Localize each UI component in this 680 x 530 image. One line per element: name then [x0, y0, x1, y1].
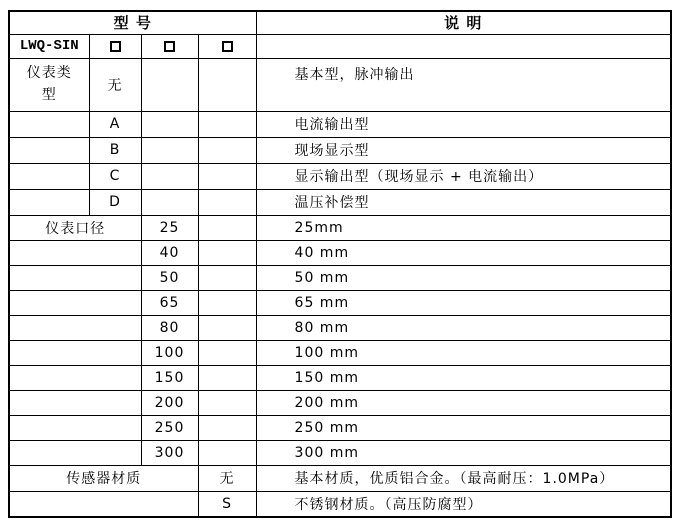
option-box-icon — [164, 41, 175, 52]
model-selection-table — [8, 10, 672, 518]
description-cell: 200 mm — [256, 390, 671, 415]
empty-cell — [198, 415, 256, 440]
table-row — [9, 340, 671, 365]
empty-cell — [141, 58, 198, 111]
table-row — [9, 111, 671, 137]
description-cell: 300 mm — [256, 440, 671, 465]
empty-cell — [198, 265, 256, 290]
empty-cell — [141, 163, 198, 189]
table-row — [9, 137, 671, 163]
description-cell: 40 mm — [256, 240, 671, 265]
code-cell: 200 — [141, 390, 198, 415]
empty-cell — [9, 163, 89, 189]
description-cell: 65 mm — [256, 290, 671, 315]
empty-cell — [9, 491, 198, 517]
table-row — [9, 390, 671, 415]
empty-cell — [198, 290, 256, 315]
description-cell: 25mm — [256, 215, 671, 240]
option-box-cell — [198, 34, 256, 58]
empty-cell — [198, 315, 256, 340]
empty-cell — [9, 440, 141, 465]
empty-cell — [141, 111, 198, 137]
empty-cell — [9, 265, 141, 290]
table-row — [9, 415, 671, 440]
header-description: 说 明 — [256, 11, 671, 34]
model-code-row — [9, 34, 671, 58]
code-cell: 80 — [141, 315, 198, 340]
table-row — [9, 491, 671, 517]
table-row — [9, 163, 671, 189]
table-row — [9, 290, 671, 315]
empty-cell — [9, 189, 89, 215]
empty-cell — [198, 340, 256, 365]
empty-cell — [9, 315, 141, 340]
empty-cell — [198, 440, 256, 465]
empty-cell — [198, 240, 256, 265]
description-cell: 80 mm — [256, 315, 671, 340]
description-cell: 显示输出型（现场显示 + 电流输出） — [256, 163, 671, 189]
code-cell: 50 — [141, 265, 198, 290]
description-cell: 不锈钢材质。（高压防腐型） — [256, 491, 671, 517]
empty-cell — [9, 390, 141, 415]
empty-cell — [9, 290, 141, 315]
empty-cell — [9, 365, 141, 390]
empty-cell — [9, 111, 89, 137]
description-cell: 电流输出型 — [256, 111, 671, 137]
code-cell: 100 — [141, 340, 198, 365]
code-cell: 无 — [198, 465, 256, 491]
empty-cell — [141, 137, 198, 163]
description-cell: 温压补偿型 — [256, 189, 671, 215]
empty-cell — [9, 137, 89, 163]
table-row — [9, 189, 671, 215]
empty-cell — [9, 240, 141, 265]
code-cell: 300 — [141, 440, 198, 465]
section-label-diameter: 仪表口径 — [9, 215, 141, 240]
description-cell: 150 mm — [256, 365, 671, 390]
empty-cell — [198, 390, 256, 415]
description-cell: 现场显示型 — [256, 137, 671, 163]
description-cell: 100 mm — [256, 340, 671, 365]
header-model: 型 号 — [9, 11, 256, 34]
description-cell: 基本材质，优质铝合金。（最高耐压：1.0MPa） — [256, 465, 671, 491]
section-label-text: 仪表类型 — [26, 64, 72, 103]
section-label-sensor-material: 传感器材质 — [9, 465, 198, 491]
description-cell: 250 mm — [256, 415, 671, 440]
code-cell: B — [89, 137, 141, 163]
code-cell: 40 — [141, 240, 198, 265]
code-cell: D — [89, 189, 141, 215]
empty-cell — [198, 189, 256, 215]
description-cell: 基本型，脉冲输出 — [256, 58, 671, 111]
empty-cell — [198, 365, 256, 390]
table-row — [9, 240, 671, 265]
code-cell: 无 — [89, 58, 141, 111]
table-row — [9, 465, 671, 491]
option-box-cell — [141, 34, 198, 58]
code-cell: S — [198, 491, 256, 517]
code-cell: 65 — [141, 290, 198, 315]
option-box-icon — [222, 41, 233, 52]
option-box-icon — [110, 41, 121, 52]
code-cell: A — [89, 111, 141, 137]
table-row — [9, 315, 671, 340]
table-row — [9, 215, 671, 240]
model-code: LWQ-SIN — [9, 34, 89, 58]
empty-cell — [9, 340, 141, 365]
empty-cell — [198, 163, 256, 189]
option-box-cell — [89, 34, 141, 58]
empty-cell — [198, 58, 256, 111]
empty-cell — [141, 189, 198, 215]
code-cell: C — [89, 163, 141, 189]
table-row — [9, 265, 671, 290]
code-cell: 150 — [141, 365, 198, 390]
empty-cell — [9, 415, 141, 440]
empty-cell — [256, 34, 671, 58]
table-header-row — [9, 11, 671, 34]
code-cell: 250 — [141, 415, 198, 440]
table-row — [9, 365, 671, 390]
empty-cell — [198, 111, 256, 137]
code-cell: 25 — [141, 215, 198, 240]
empty-cell — [198, 137, 256, 163]
description-cell: 50 mm — [256, 265, 671, 290]
empty-cell — [198, 215, 256, 240]
table-row — [9, 58, 671, 111]
section-label-instrument-type — [9, 58, 89, 111]
table-row — [9, 440, 671, 465]
